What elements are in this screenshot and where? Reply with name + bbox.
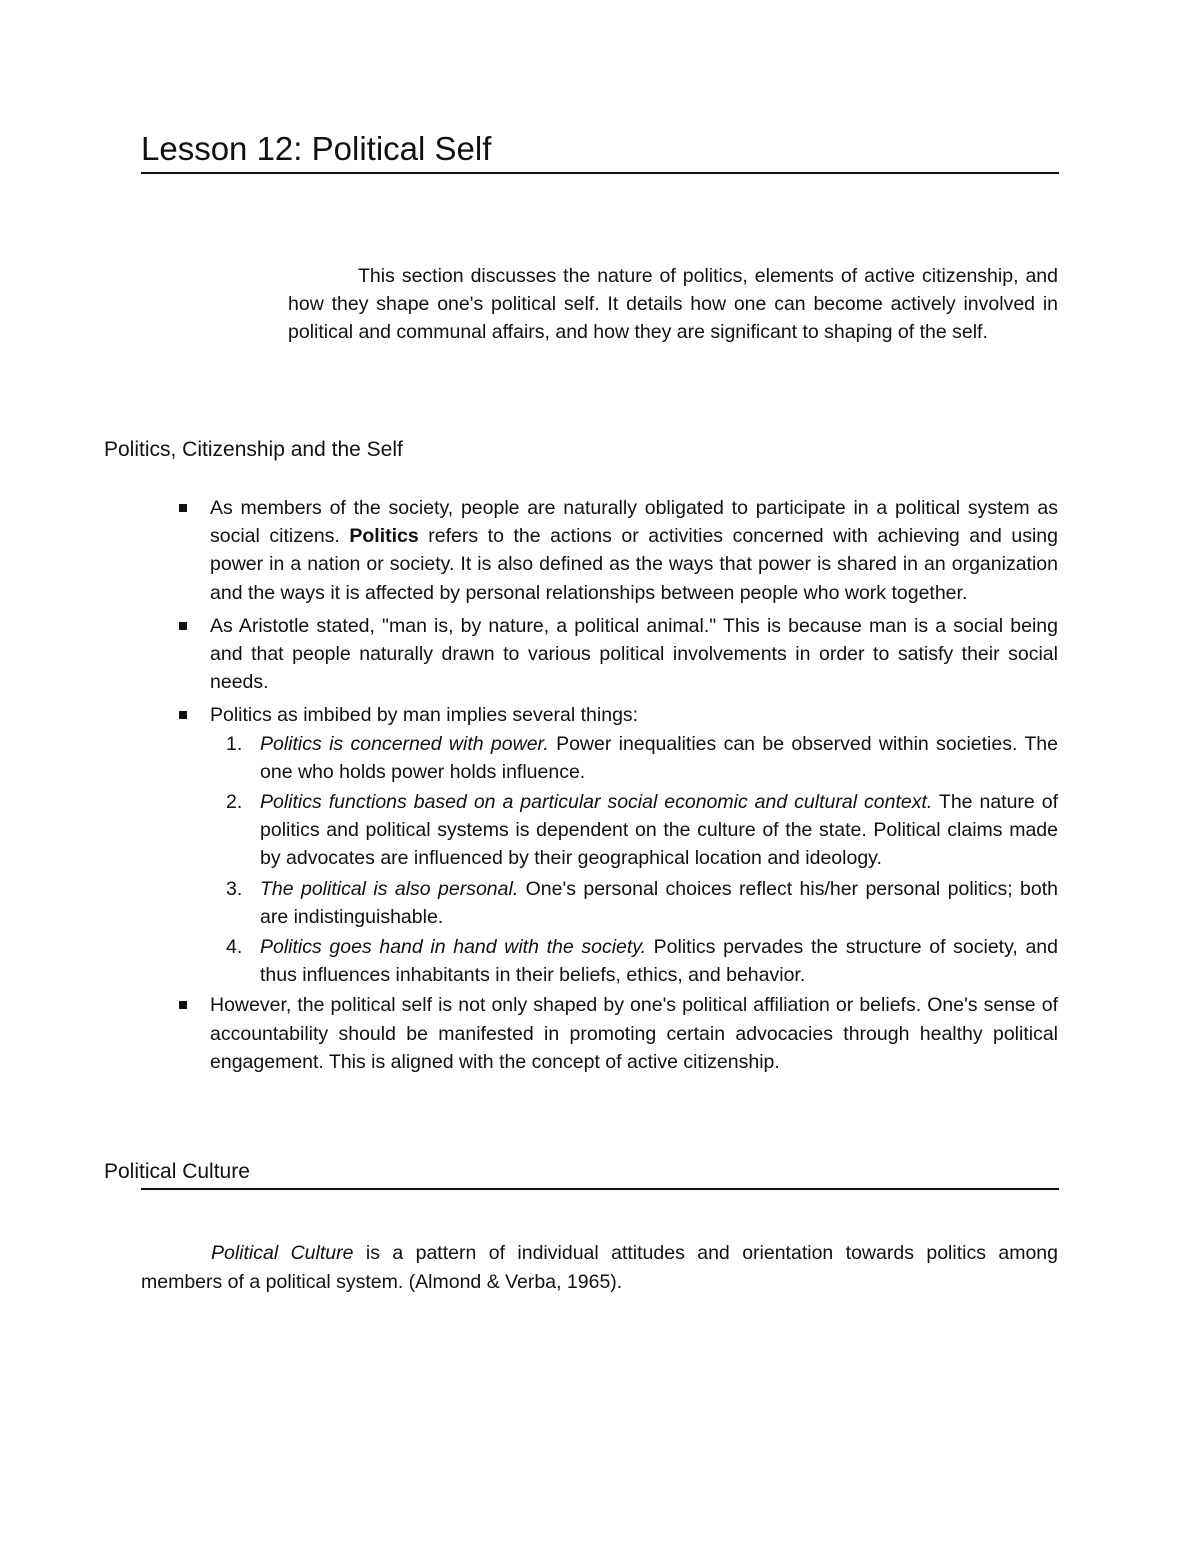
item-number: 1. [226, 732, 243, 755]
numbered-item [210, 788, 1058, 873]
item-lead: Politics functions based on a particular social economic and cultural context. [260, 791, 933, 814]
item-number: 3. [226, 877, 243, 900]
square-bullet-icon [179, 711, 187, 719]
page-title: Lesson 12: Political Self [141, 128, 1059, 174]
item-lead: Politics is concerned with power. [260, 732, 549, 755]
political-culture-text: is a pattern of individual attitudes and orientation towards politics among members of a political system. (Almond & Verba, 1965). [141, 1242, 1058, 1293]
bullet-text: As members of the society, people are naturally obligated to participate in a political system as social citizens. [210, 497, 1058, 548]
bullet-item [141, 494, 1058, 607]
item-lead: The political is also personal. [260, 877, 519, 900]
numbered-item [210, 730, 1058, 786]
item-number: 2. [226, 791, 243, 814]
bullet-text: However, the political self is not only shaped by one's political affiliation or beliefs. One's sense of accountability should be manifested in promoting certain advocacies through healthy political engagement. This is aligned with the concept of active citizenship. [210, 994, 1058, 1073]
section-divider [141, 1188, 1059, 1190]
intro-paragraph: This section discusses the nature of politics, elements of active citizenship, and how they shape one's political self. It details how one can become actively involved in political and communal affairs, and how they are significant to shaping of the self. [288, 265, 1058, 343]
square-bullet-icon [179, 622, 187, 630]
bullet-text: As Aristotle stated, "man is, by nature, a political animal." This is because man is a social being and that people naturally drawn to various political involvements in order to satisfy their social needs. [210, 614, 1058, 694]
bullet-item [141, 991, 1058, 1076]
bullet-item [141, 701, 1058, 989]
bullet-text: refers to the actions or activities concerned with achieving and using power in a nation or society. It is also defined as the ways that power is shared in an organization and the ways it is affected by personal relationships between people who work together. [210, 525, 1058, 604]
square-bullet-icon [179, 504, 187, 512]
numbered-item [210, 933, 1058, 989]
square-bullet-icon [179, 1001, 187, 1009]
item-text: Power inequalities can be observed within societies. The one who holds power holds influence. [260, 732, 1058, 783]
item-text: Politics pervades the structure of society, and thus influences inhabitants in their beliefs, ethics, and behavior. [260, 936, 1058, 987]
politics-term: Politics [349, 525, 419, 548]
bullet-text: Politics as imbibed by man implies several things: [210, 704, 639, 727]
section-heading-political-culture: Political Culture [104, 1160, 250, 1183]
numbered-item [210, 875, 1058, 931]
item-lead: Politics goes hand in hand with the society. [260, 936, 647, 959]
numbered-list [210, 730, 1058, 990]
item-number: 4. [226, 936, 243, 959]
item-text: The nature of politics and political systems is dependent on the culture of the state. Political claims made by advocates are influenced by their geographical location and ideology. [260, 791, 1058, 870]
bullet-list [141, 494, 1058, 1081]
item-text: One's personal choices reflect his/her personal politics; both are indistinguishable. [260, 877, 1058, 928]
section-heading-politics: Politics, Citizenship and the Self [104, 438, 403, 461]
political-culture-term: Political Culture [211, 1242, 354, 1264]
political-culture-paragraph [141, 1239, 1058, 1297]
bullet-item [141, 612, 1058, 697]
